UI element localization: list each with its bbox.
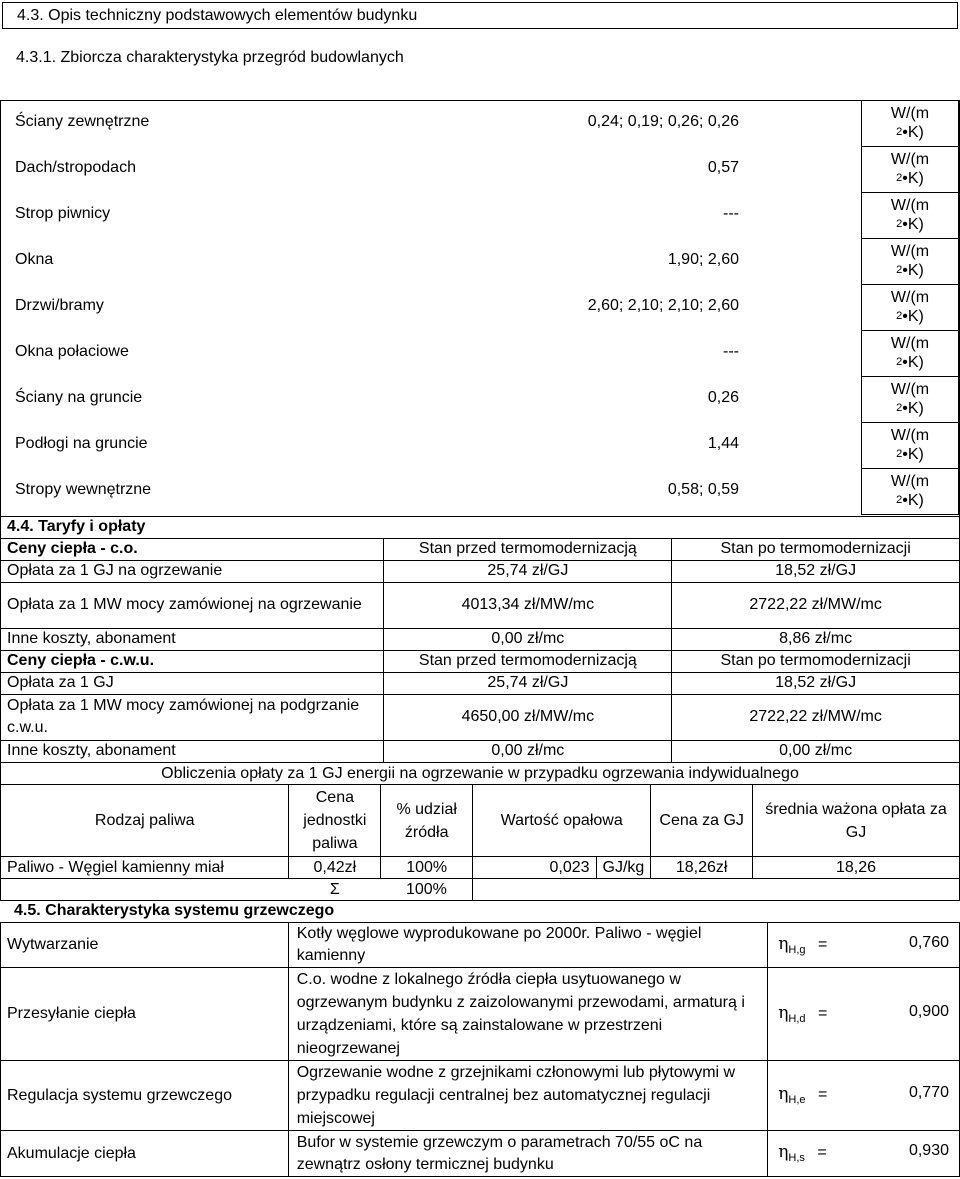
value-before: 0,00 zł/mc	[384, 740, 672, 762]
partition-row	[1, 147, 959, 193]
header-share: % udział źródła	[381, 785, 473, 857]
unit-cell: W/(m $^2$•K)	[861, 193, 959, 239]
share: 100%	[381, 857, 473, 879]
partition-row	[1, 377, 959, 423]
heating-label: Wytwarzanie	[1, 923, 289, 968]
unit-cell: W/(m $^2$•K)	[861, 377, 959, 423]
header-unit-price: Cena jednostki paliwa	[289, 785, 381, 857]
table-row	[1, 879, 960, 901]
table-row	[1, 560, 960, 582]
unit-cell: W/(m $^2$•K)	[861, 239, 959, 285]
value-after: 0,00 zł/mc	[672, 740, 960, 762]
fuel-type: Paliwo - Węgiel kamienny miał	[1, 857, 289, 879]
row-label: Opłata za 1 GJ na ogrzewanie	[1, 560, 384, 582]
partition-row	[1, 423, 959, 469]
col-after: Stan po termomodernizacji	[672, 538, 960, 560]
table-row	[1, 694, 960, 740]
unit-cell: W/(m $^2$•K)	[861, 147, 959, 193]
heating-label: Akumulacje ciepła	[1, 1131, 289, 1177]
sum-value: 100%	[381, 879, 473, 901]
heating-eta: $\eta_{H,s}$ = 0,930	[768, 1131, 960, 1177]
table-row	[1, 516, 960, 538]
partition-row	[1, 193, 959, 239]
heating-desc: Ogrzewanie wodne z grzejnikami członowymi lub płytowymi w przypadku regulacji centralnej bez automatycznej regulacji miejscowej	[288, 1061, 767, 1131]
calorific-unit: GJ/kg	[596, 857, 651, 879]
table-row	[1, 672, 960, 694]
col-before: Stan przed termomodernizacją	[384, 538, 672, 560]
header-calorific: Wartość opałowa	[473, 785, 651, 857]
value-after: 2722,22 zł/MW/mc	[672, 582, 960, 628]
section-heading-4-3-1: 4.3.1. Zbiorcza charakterystyka przegród budowlanych	[16, 49, 404, 66]
partition-row	[1, 101, 959, 147]
cwu-label: Ceny ciepła - c.w.u.	[1, 650, 384, 672]
row-label: Opłata za 1 MW mocy zamówionej na podgrzanie c.w.u.	[1, 694, 384, 740]
value-before: 4650,00 zł/MW/mc	[384, 694, 672, 740]
value-after: 8,86 zł/mc	[672, 628, 960, 650]
table-row	[1, 582, 960, 628]
partition-name: Dach/stropodach	[15, 159, 136, 176]
fuel-table	[0, 762, 960, 901]
partition-value: 0,26	[707, 389, 739, 406]
unit-cell: W/(m $^2$•K)	[861, 423, 959, 469]
partition-row	[1, 469, 959, 515]
heating-eta: $\eta_{H,d}$ = 0,900	[768, 968, 960, 1061]
section-heading-4-5: 4.5. Charakterystyka systemu grzewczego	[14, 902, 335, 919]
partition-row	[1, 239, 959, 285]
partition-value: 0,58; 0,59	[667, 481, 739, 498]
col-after: Stan po termomodernizacji	[672, 650, 960, 672]
partition-value: 0,24; 0,19; 0,26; 0,26	[587, 113, 739, 130]
table-row	[1, 785, 960, 857]
value-after: 18,52 zł/GJ	[672, 672, 960, 694]
partition-name: Strop piwnicy	[15, 205, 111, 222]
partition-value: ---	[723, 205, 739, 222]
partition-name: Okna	[15, 251, 54, 268]
sum-symbol: Σ	[289, 879, 381, 901]
row-label: Opłata za 1 GJ	[1, 672, 384, 694]
partition-name: Ściany na gruncie	[15, 389, 143, 406]
value-before: 4013,34 zł/MW/mc	[384, 582, 672, 628]
table-row	[1, 857, 960, 879]
value-before: 25,74 zł/GJ	[384, 672, 672, 694]
row-label: Inne koszty, abonament	[1, 628, 384, 650]
unit-cell: W/(m $^2$•K)	[861, 101, 959, 147]
weighted: 18,26	[753, 857, 960, 879]
fuel-caption: Obliczenia opłaty za 1 GJ energii na ogrzewanie w przypadku ogrzewania indywidualnego	[1, 763, 960, 785]
unit-cell: W/(m $^2$•K)	[861, 469, 959, 515]
partition-value: 0,57	[707, 159, 739, 176]
partition-name: Drzwi/bramy	[15, 297, 104, 314]
partition-value: ---	[723, 343, 739, 360]
value-before: 25,74 zł/GJ	[384, 560, 672, 582]
value-after: 18,52 zł/GJ	[672, 560, 960, 582]
table-row	[1, 923, 960, 968]
heating-desc: Bufor w systemie grzewczym o parametrach 70/55 oC na zewnątrz osłony termicznej budynku	[288, 1131, 767, 1177]
row-label: Opłata za 1 MW mocy zamówionej na ogrzewanie	[1, 582, 384, 628]
partition-name: Stropy wewnętrzne	[15, 481, 152, 498]
partition-name: Ściany zewnętrzne	[15, 113, 150, 130]
heating-label: Przesyłanie ciepła	[1, 968, 289, 1061]
value-before: 0,00 zł/mc	[384, 628, 672, 650]
heating-eta: $\eta_{H,e}$ = 0,770	[768, 1061, 960, 1131]
partition-value: 1,90; 2,60	[667, 251, 739, 268]
row-label: Inne koszty, abonament	[1, 740, 384, 762]
partitions-table	[0, 100, 960, 517]
calorific-value: 0,023	[473, 857, 596, 879]
partition-row	[1, 285, 959, 331]
table-row	[1, 1131, 960, 1177]
heating-desc: Kotły węglowe wyprodukowane po 2000r. Paliwo - węgiel kamienny	[288, 923, 767, 968]
partition-name: Okna połaciowe	[15, 343, 129, 360]
header-weighted: średnia ważona opłata za GJ	[753, 785, 960, 857]
partition-name: Podłogi na gruncie	[15, 435, 148, 452]
table-row	[1, 763, 960, 785]
price-gj: 18,26zł	[651, 857, 753, 879]
section-heading-4-4: 4.4. Taryfy i opłaty	[1, 516, 960, 538]
table-row	[1, 740, 960, 762]
table-row	[1, 968, 960, 1061]
heating-table	[0, 922, 960, 1177]
table-row	[1, 650, 960, 672]
value-after: 2722,22 zł/MW/mc	[672, 694, 960, 740]
heating-desc: C.o. wodne z lokalnego źródła ciepła usytuowanego w ogrzewanym budynku z zaizolowanymi przewodami, armaturą i urządzeniami, które są zainstalowane w przestrzeni nieogrzewanej	[288, 968, 767, 1061]
header-price-gj: Cena za GJ	[651, 785, 753, 857]
unit-cell: W/(m $^2$•K)	[861, 285, 959, 331]
co-label: Ceny ciepła - c.o.	[1, 538, 384, 560]
col-before: Stan przed termomodernizacją	[384, 650, 672, 672]
table-row	[1, 538, 960, 560]
partition-row	[1, 331, 959, 377]
partition-value: 2,60; 2,10; 2,10; 2,60	[587, 297, 739, 314]
heating-label: Regulacja systemu grzewczego	[1, 1061, 289, 1131]
tariffs-table	[0, 516, 960, 763]
partition-value: 1,44	[707, 435, 739, 452]
header-fuel-type: Rodzaj paliwa	[1, 785, 289, 857]
section-heading-4-3: 4.3. Opis techniczny podstawowych elementów budynku	[2, 2, 958, 29]
table-row	[1, 628, 960, 650]
unit-price: 0,42zł	[289, 857, 381, 879]
table-row	[1, 1061, 960, 1131]
heating-eta: $\eta_{H,g}$ = 0,760	[768, 923, 960, 968]
unit-cell: W/(m $^2$•K)	[861, 331, 959, 377]
